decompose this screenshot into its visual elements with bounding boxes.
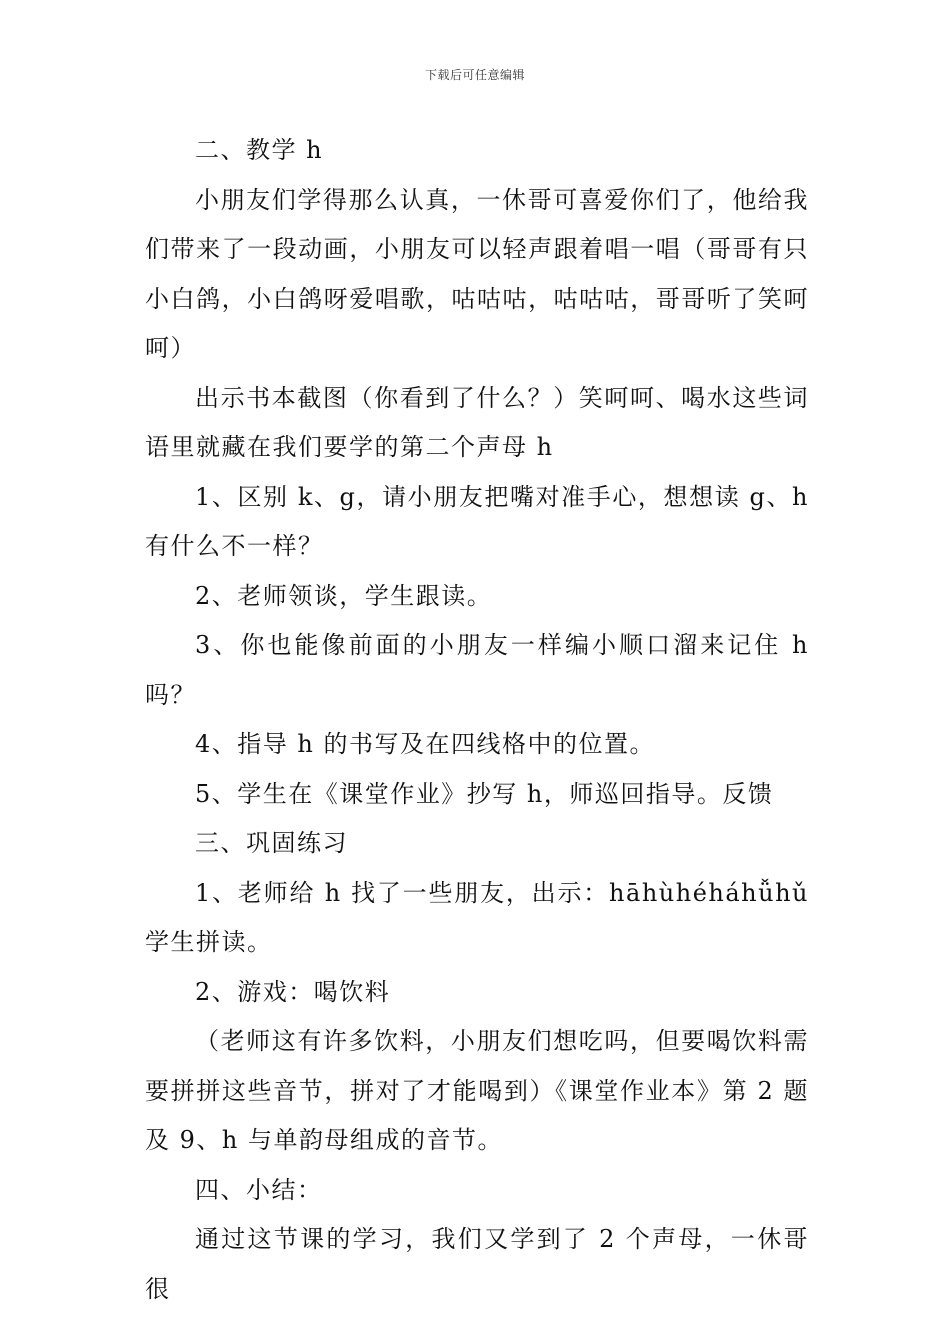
list-item-5-copy: 5、学生在《课堂作业》抄写 h，师巡回指导。反馈 [195, 779, 774, 808]
list-item-3-rhyme: 3、你也能像前面的小朋友一样编小顺口溜来记住 h 吗？ [145, 631, 809, 709]
document-body [145, 126, 809, 1314]
list-item-2-read-along: 2、老师领谈，学生跟读。 [195, 581, 493, 610]
list-item-2-game: 2、游戏：喝饮料 [195, 977, 391, 1006]
paragraph-drinks: （老师这有许多饮料，小朋友们想吃吗，但要喝饮料需要拼拼这些音节，拼对了才能喝到）《课堂作业本》第 2 题及 9、h 与单韵母组成的音节。 [145, 1027, 809, 1154]
list-item-4-writing: 4、指导 h 的书写及在四线格中的位置。 [195, 730, 655, 758]
paragraph-summary: 通过这节课的学习，我们又学到了 2 个声母，一休哥很 [145, 1225, 809, 1303]
list-item-1-distinguish: 1、区别 k、g，请小朋友把嘴对准手心，想想读 g、h 有什么不一样？ [145, 482, 809, 560]
paragraph-book-screenshot: 出示书本截图（你看到了什么？）笑呵呵、喝水这些词语里就藏在我们要学的第二个声母 h [145, 383, 809, 461]
paragraph-animation-intro: 小朋友们学得那么认真，一休哥可喜爱你们了，他给我们带来了一段动画，小朋友可以轻声跟着唱一唱（哥哥有只小白鸽，小白鸽呀爱唱歌，咕咕咕，咕咕咕，哥哥听了笑呵呵） [145, 185, 809, 362]
section-heading-teach-h: 二、教学 h [195, 136, 324, 164]
section-heading-practice: 三、巩固练习 [195, 829, 348, 857]
page-header: 下载后可任意编辑 [424, 68, 525, 82]
section-heading-summary: 四、小结： [195, 1175, 323, 1204]
list-item-1-friends: 1、老师给 h 找了一些朋友，出示：hāhùhéháhǚhǔ 学生拼读。 [145, 878, 809, 956]
